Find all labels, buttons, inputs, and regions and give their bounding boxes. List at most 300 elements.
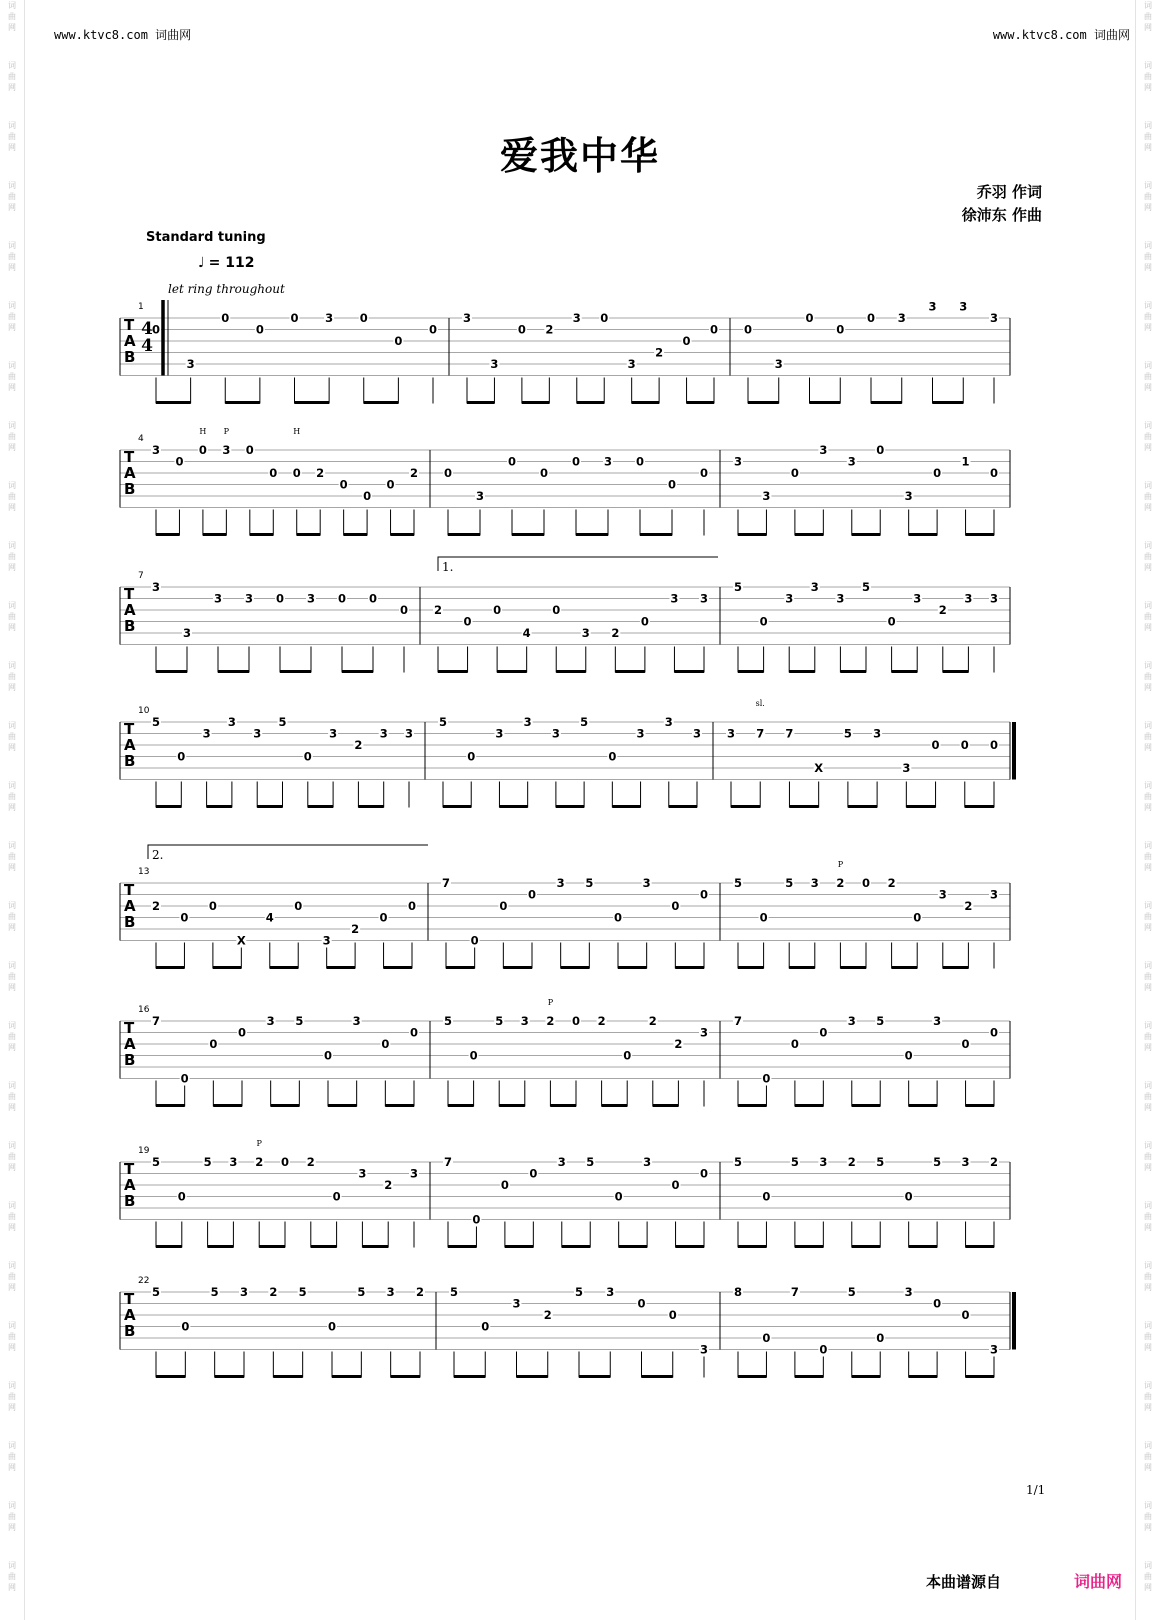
watermark-char: 网 [8,683,16,692]
fret-number: 2 [151,899,161,913]
fret-number: 3 [636,726,645,741]
fret-number: 3 [692,726,702,741]
fret-number: 3 [151,443,161,457]
fret-number: 3 [325,311,334,325]
eighth-beam [731,805,760,808]
watermark-char: 词 [8,721,16,730]
watermark-char: 词 [8,241,16,250]
watermark-char: 词 [8,1,16,10]
tab-clef-letter: A [124,464,136,482]
watermark-char: 网 [1144,803,1152,812]
eighth-beam [738,1104,766,1107]
watermark-char: 词 [8,901,16,910]
watermark-char: 词 [1144,1261,1152,1270]
measure-number: 22 [138,1276,150,1286]
fret-number: 0 [762,1189,771,1204]
fret-number: 2 [887,876,896,890]
fret-number: 2 [269,1285,278,1299]
fret-number: 0 [363,489,372,503]
measure-number: 7 [138,571,144,581]
watermark-char: 曲 [8,612,16,621]
tab-clef-letter: B [124,1192,136,1210]
fret-number: 3 [523,715,532,729]
measure-number: 1 [138,302,144,312]
fret-number: 3 [642,876,651,890]
fret-number: 0 [481,1319,490,1334]
fret-number: 5 [876,1155,885,1169]
watermark-char: 词 [8,1381,16,1390]
watermark-char: 曲 [1144,1272,1152,1281]
watermark-char: 网 [8,1103,16,1112]
eighth-beam [454,1375,485,1378]
fret-number: 0 [961,1308,970,1322]
fret-number: 0 [280,1155,290,1169]
fret-number: 3 [227,715,236,729]
fret-number: 3 [699,1025,709,1040]
fret-number: 0 [904,1048,913,1063]
fret-number: 5 [933,1155,942,1169]
fret-number: 3 [847,454,856,469]
fret-number: 3 [151,580,161,594]
technique-marker: P [837,860,844,869]
tab-clef-letter: A [124,1306,136,1324]
fret-number: 3 [379,726,388,741]
watermark-char: 曲 [8,1512,16,1521]
eighth-beam [840,670,866,673]
eighth-beam [156,1245,182,1248]
fret-number: 0 [245,443,254,457]
fret-number: 4 [265,910,274,925]
watermark-char: 网 [8,743,16,752]
fret-number: 5 [295,1014,304,1028]
watermark-char: 网 [8,923,16,932]
watermark-char: 曲 [1144,1092,1152,1101]
watermark-char: 网 [1144,383,1152,392]
fret-number: 0 [339,477,348,492]
measure-number: 13 [138,867,150,877]
watermark-char: 词 [1144,1321,1152,1330]
fret-number: 7 [443,1155,453,1169]
fret-number: 7 [441,876,451,890]
fret-number: 3 [819,1155,828,1169]
measure-number: 4 [138,434,144,444]
eighth-beam [448,1245,476,1248]
eighth-beam [795,1245,823,1248]
watermark-char: 网 [8,503,16,512]
fret-number: 7 [733,1014,743,1028]
fret-number: 3 [819,443,828,457]
fret-number: 0 [499,899,508,913]
eighth-beam [789,966,815,969]
eighth-beam [738,533,766,536]
watermark-char: 词 [8,361,16,370]
song-title: 爱我中华 [499,133,660,178]
tab-clef-letter: B [124,913,136,931]
watermark-char: 词 [1144,961,1152,970]
fret-number: 3 [244,591,254,606]
fret-number: 3 [785,591,794,606]
fret-number: 2 [409,466,419,480]
watermark-char: 词 [8,781,16,790]
eighth-beam [562,1245,590,1248]
eighth-beam [675,966,704,969]
watermark-char: 曲 [1144,1332,1152,1341]
site-link-right[interactable]: www.ktvc8.com 词曲网 [992,28,1130,42]
watermark-char: 曲 [1144,612,1152,621]
fret-number: 0 [933,466,942,480]
eighth-beam [909,533,937,536]
eighth-beam [259,1245,285,1248]
fret-number: 0 [493,603,502,617]
fret-number: 2 [836,876,845,890]
fret-number: 3 [904,1285,913,1299]
tab-clef-letter: A [124,601,136,619]
watermark-char: 网 [1144,443,1152,452]
watermark-char: 网 [1144,683,1152,692]
fret-number: 0 [407,899,417,913]
fret-number: 0 [762,1331,771,1345]
watermark-char: 曲 [1144,672,1152,681]
eighth-beam [632,401,659,404]
watermark-char: 词 [1144,781,1152,790]
fret-number: 3 [726,726,736,741]
watermark-char: 网 [1144,983,1152,992]
fret-number: 5 [586,1155,595,1169]
fret-number: 5 [449,1285,459,1299]
eighth-beam [795,1104,823,1107]
eighth-beam [362,1245,388,1248]
fret-number: 5 [843,726,852,741]
tab-clef-letter: A [124,897,136,915]
watermark-char: 词 [8,1201,16,1210]
watermark-char: 词 [1144,361,1152,370]
let-ring-instruction: let ring throughout [168,282,285,296]
fret-number: 3 [938,887,947,902]
fret-number: 3 [933,1014,942,1028]
watermark-char: 词 [8,661,16,670]
fret-number: 2 [384,1178,393,1192]
watermark-char: 曲 [1144,552,1152,561]
fret-number: 0 [181,1319,190,1334]
fret-number: 0 [904,1189,913,1204]
fret-number: 0 [668,1308,677,1322]
eighth-beam [385,1104,414,1107]
eighth-beam [327,966,355,969]
fret-number: 3 [182,626,192,640]
eighth-beam [892,670,918,673]
fret-number: 0 [323,1048,333,1063]
fret-number: 3 [603,454,613,469]
fret-number: 0 [381,1037,390,1051]
watermark-char: 曲 [8,912,16,921]
fret-number: 3 [913,591,922,606]
watermark-char: 网 [1144,83,1152,92]
watermark-char: 网 [8,1403,16,1412]
eighth-beam [225,401,260,404]
watermark-char: 曲 [8,1152,16,1161]
fret-number: 0 [470,933,479,948]
eighth-beam [933,401,964,404]
fret-number: 0 [671,1178,680,1192]
eighth-beam [871,401,902,404]
fret-number: 5 [580,715,589,729]
fret-number: 0 [180,1071,189,1086]
fret-number: 2 [433,603,443,617]
eighth-beam [438,670,468,673]
fret-number: 3 [495,726,504,741]
eighth-beam [156,966,184,969]
watermark-char: 曲 [1144,252,1152,261]
watermark-char: 词 [8,961,16,970]
eighth-beam [676,1245,704,1248]
tempo-value: = 112 [208,255,255,271]
watermark-char: 曲 [8,792,16,801]
fret-number: 0 [819,1025,828,1040]
fret-number: 0 [175,454,184,469]
watermark-char: 词 [8,1441,16,1450]
fret-number: 2 [354,738,363,752]
fret-number: 1 [961,454,970,469]
watermark-char: 网 [1144,863,1152,872]
watermark-char: 网 [1144,143,1152,152]
fret-number: 0 [467,749,476,764]
watermark-char: 网 [8,1043,16,1052]
eighth-beam [602,1104,628,1107]
eighth-beam [208,1245,234,1248]
fret-number: 3 [897,311,906,325]
watermark-char: 曲 [8,312,16,321]
watermark-char: 曲 [1144,792,1152,801]
fret-number: 3 [329,726,338,741]
watermark-char: 词 [1144,901,1152,910]
eighth-beam [344,533,367,536]
watermark-char: 曲 [8,1212,16,1221]
eighth-beam [738,1245,766,1248]
watermark-char: 曲 [1144,492,1152,501]
fret-number: X [236,933,246,948]
watermark-char: 网 [1144,323,1152,332]
watermark-char: 曲 [8,732,16,741]
watermark-char: 网 [8,803,16,812]
watermark-char: 曲 [1144,1032,1152,1041]
watermark-char: 词 [1144,421,1152,430]
eighth-beam [892,966,918,969]
fret-number: 0 [989,466,999,480]
eighth-beam [738,1375,766,1378]
fret-number: 3 [322,933,331,948]
fret-number: 3 [352,1014,361,1028]
fret-number: 0 [866,311,876,325]
fret-number: 3 [253,726,262,741]
fret-number: 0 [552,603,561,617]
time-signature-bottom: 4 [141,336,153,356]
fret-number: 7 [151,1014,161,1028]
watermark-char: 词 [1144,601,1152,610]
watermark-char: 词 [1144,241,1152,250]
fret-number: 0 [876,1331,885,1345]
fret-number: 0 [527,887,537,902]
fret-number: 0 [623,1048,632,1063]
watermark-char: 曲 [8,852,16,861]
fret-number: 0 [759,910,768,925]
fret-number: 3 [699,1342,709,1357]
fret-number: 0 [428,322,438,337]
eighth-beam [556,670,586,673]
eighth-beam [218,670,249,673]
tab-clef-letter: A [124,736,136,754]
watermark-char: 曲 [8,252,16,261]
fret-number: 3 [520,1014,529,1028]
fret-number: 0 [931,738,940,752]
watermark-char: 网 [8,1463,16,1472]
eighth-beam [297,533,320,536]
watermark-char: 词 [1144,61,1152,70]
watermark-char: 词 [8,541,16,550]
fret-number: 0 [635,454,645,469]
eighth-beam [446,966,475,969]
fret-number: 2 [648,1014,657,1028]
fret-number: 0 [359,311,368,325]
eighth-beam [213,966,241,969]
fret-number: 0 [237,1025,247,1040]
fret-number: 8 [733,1285,743,1299]
watermark-char: 曲 [8,492,16,501]
fret-number: 0 [507,454,517,469]
fret-number: 3 [462,311,472,325]
fret-number: 0 [443,466,453,480]
fret-number: 0 [600,311,609,325]
watermark-char: 词 [8,301,16,310]
watermark-char: 曲 [8,1392,16,1401]
fret-number: 0 [517,322,526,337]
watermark-char: 词 [8,601,16,610]
watermark-char: 词 [1144,181,1152,190]
eighth-beam [789,670,815,673]
fret-number: 5 [443,1014,453,1028]
watermark-char: 网 [1144,923,1152,932]
tab-clef-letter: B [124,1051,136,1069]
watermark-char: 网 [8,563,16,572]
eighth-beam [448,1104,474,1107]
watermark-char: 网 [8,1283,16,1292]
fret-number: 3 [902,761,911,775]
fret-number: 0 [151,322,161,337]
tab-clef-letter: T [124,1290,135,1308]
eighth-beam [943,670,969,673]
fret-number: 2 [655,345,664,360]
watermark-char: 词 [1144,121,1152,130]
watermark-char: 曲 [8,552,16,561]
fret-number: 0 [933,1296,942,1311]
eighth-beam [342,670,373,673]
watermark-char: 词 [8,121,16,130]
eighth-beam [852,533,880,536]
fret-number: 2 [546,1014,555,1028]
eighth-beam [156,805,181,808]
watermark-char: 网 [8,863,16,872]
fret-number: 0 [759,614,768,629]
fret-number: 0 [327,1319,337,1334]
technique-marker: P [256,1139,262,1148]
site-link-left[interactable]: www.ktvc8.com 词曲网 [54,28,192,42]
watermark-char: 词 [8,1021,16,1030]
fret-number: 3 [358,1166,367,1181]
fret-number: 3 [556,876,565,890]
watermark-char: 网 [1144,623,1152,632]
fret-number: 0 [180,910,189,925]
eighth-beam [328,1104,357,1107]
watermark-char: 词 [1144,1141,1152,1150]
watermark-char: 词 [1144,1081,1152,1090]
fret-number: 5 [861,580,871,594]
fret-number: 3 [606,1285,615,1299]
watermark-char: 词 [1144,301,1152,310]
eighth-beam [332,1375,361,1378]
watermark-char: 网 [8,983,16,992]
watermark-char: 网 [1144,563,1152,572]
fret-number: 0 [836,322,845,337]
watermark-char: 网 [8,1523,16,1532]
watermark-char: 曲 [1144,1152,1152,1161]
watermark-char: 网 [8,443,16,452]
eighth-beam [358,805,383,808]
fret-number: 0 [529,1166,538,1181]
fret-number: 3 [989,311,999,325]
watermark-char: 曲 [1144,912,1152,921]
eighth-beam [522,401,549,404]
tab-clef-letter: A [124,332,136,350]
fret-number: 0 [399,603,409,617]
fret-number: 2 [543,1308,552,1322]
watermark-char: 网 [1144,1523,1152,1532]
fret-number: 3 [572,311,581,325]
watermark-char: 网 [1144,1583,1152,1592]
fret-number: 0 [409,1025,419,1040]
watermark-char: 网 [8,83,16,92]
eighth-beam [852,1375,880,1378]
tab-clef-letter: T [124,720,135,738]
fret-number: 3 [964,591,973,606]
fret-number: 0 [819,1342,828,1357]
source-brand-link[interactable]: 词曲网 [1074,1572,1123,1591]
watermark-char: 词 [8,421,16,430]
watermark-char: 曲 [8,972,16,981]
fret-number: 5 [585,876,594,890]
fret-number: 5 [298,1285,307,1299]
fret-number: 2 [316,466,325,480]
technique-marker: P [223,427,230,436]
tab-clef-letter: B [124,752,136,770]
eighth-beam [579,1375,610,1378]
eighth-beam [270,966,298,969]
fret-number: 2 [351,922,360,936]
watermark-char: 曲 [1144,852,1152,861]
watermark-char: 网 [8,1223,16,1232]
fret-number: 3 [904,489,913,503]
volta-bracket-first [438,557,718,571]
tab-clef-letter: T [124,585,135,603]
fret-number: 2 [306,1155,315,1169]
watermark-char: 网 [1144,203,1152,212]
fret-number: 0 [876,443,885,457]
fret-number: 0 [699,466,709,480]
watermark-char: 网 [1144,1463,1152,1472]
watermark-char: 词 [8,1141,16,1150]
fret-number: 3 [928,299,937,314]
eighth-beam [207,805,232,808]
watermark-char: 网 [1144,263,1152,272]
eighth-beam [499,805,527,808]
